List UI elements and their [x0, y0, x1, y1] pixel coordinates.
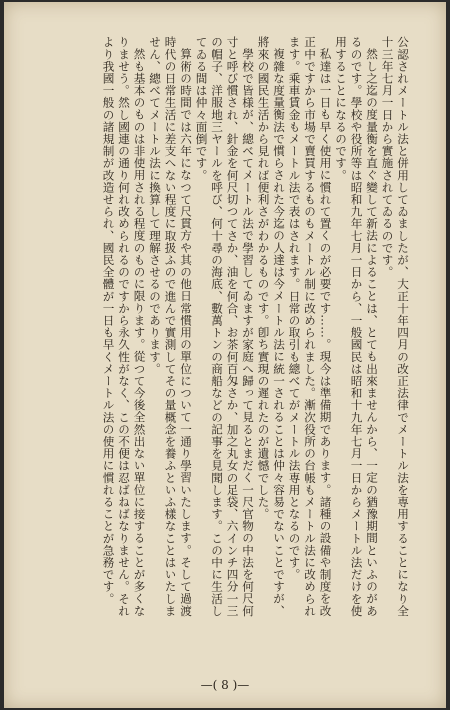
paragraph: 複雜な度量衡法で慣らされた今迄の人達は今メートル法に統一されることは仲々容易でないことですが、將來の國民生活から見れば便利さがわかるものです。卽ち實現の遲れたのが遺憾でした。: [256, 36, 286, 617]
document-page: [4, 2, 446, 708]
paragraph: 公認されメートル法と併用してゐましたが、大正十年四月の改正法律でメートル法を専用することになり全十三年七月一日から實施されてゐるのです。: [380, 36, 410, 617]
paragraph: 算術の時間では六年になつて尺貫方や其の他日常慣用の單位について一通り學習いたします。そして過渡時代の日常生活に差支へない程度に取扱ふので進んで實測してその量概念を養ふといふ樣なことはいたしません、總べてメートル法に換算して理解させるのであります。: [148, 36, 193, 617]
page-number: —( 8 )—: [200, 678, 250, 692]
vertical-body-text: [100, 36, 410, 624]
paragraph: 然し之迄の度量衡を直ぐ變して新法によることは、とても出來ませんから、一定の猶豫期間といふのがあるのです。學校や役所等は昭和九年七月一日から、一般國民は昭和十九年七月一日からメートル法だけを使用することになるのです。: [334, 36, 379, 617]
paragraph: 私達は一日も早く使用に慣れて置くのが必要です……。現今は準備期であります。諸種の設備や制度を改正中ですから市場で賣買するものもメートル制に改められました。漸次役所の台帳もメートル法に改められます。乘車賃金もメートル法で表はされます。日常の取引も總べてがメートル法専用となるのです。: [287, 36, 333, 617]
paragraph: 學校で皆様が、總べてメートル法で學習してゐますが家庭へ歸って見るとまだく一尺官物の中法を何尺何寸と呼び慣され、針金を何尺切つてさか、油を何合、お茶何百匁さか、加之丸女の足袋、六インチ四分一三の帽子、洋服地三ヤールを呼び、何十尋の海底、數萬トンの商船などの記事を見聞します。この中に生活してゐる間は仲々面倒です。: [194, 36, 255, 617]
paragraph: 然も基本のものは非使用される程度のものに限ります。從つて今後全然出ない單位に接することが多くなりませう。然し國連の通り何れ改められるのですから永久性がなく、この不便は忍ばねばなりません。それより我國一般の諸規制が改造せられ、國民全體が一日も早くメートル法の使用に慣れることが急務です。: [101, 36, 147, 617]
